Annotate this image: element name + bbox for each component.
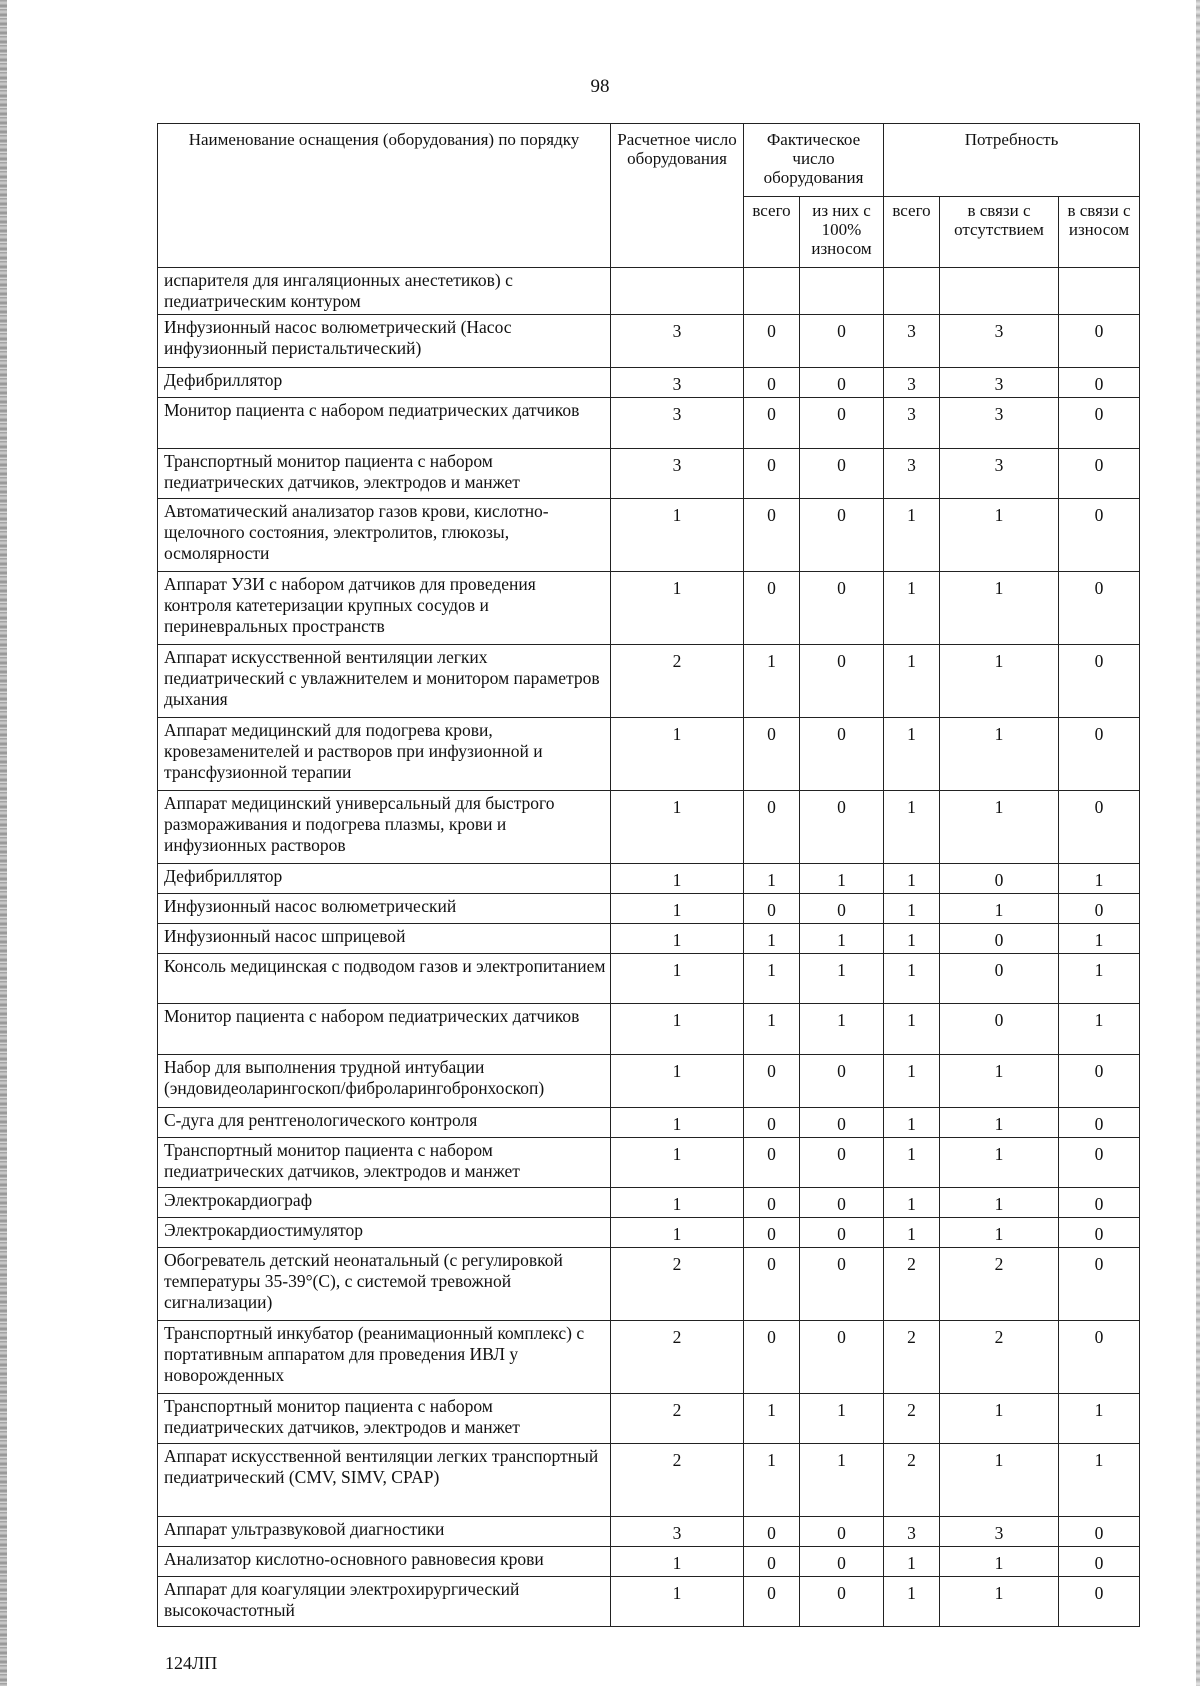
- cell-need-total: 3: [884, 449, 940, 499]
- cell-actual-worn: [800, 268, 884, 315]
- cell-need-wear: 0: [1059, 1248, 1140, 1321]
- table-row: [158, 572, 1140, 645]
- cell-actual-worn: 0: [800, 1321, 884, 1394]
- cell-need-absence: 1: [940, 1138, 1059, 1188]
- cell-need-total: 1: [884, 1547, 940, 1577]
- cell-need-total: 1: [884, 894, 940, 924]
- cell-actual-total: 1: [744, 1444, 800, 1517]
- table-row: [158, 1444, 1140, 1517]
- cell-name: Аппарат медицинский для подогрева крови, кровезаменителей и растворов при инфузионной и трансфузионной терапии: [158, 718, 611, 791]
- cell-actual-total: 0: [744, 1218, 800, 1248]
- table-row: [158, 1004, 1140, 1055]
- table-row: [158, 368, 1140, 398]
- table-row: [158, 268, 1140, 315]
- cell-need-absence: 0: [940, 954, 1059, 1004]
- cell-need-total: 1: [884, 1055, 940, 1108]
- cell-need-wear: 0: [1059, 449, 1140, 499]
- cell-need-total: 2: [884, 1248, 940, 1321]
- cell-name: Аппарат для коагуляции электрохирургический высокочастотный: [158, 1577, 611, 1627]
- cell-need-absence: 1: [940, 1055, 1059, 1108]
- cell-actual-worn: 0: [800, 1055, 884, 1108]
- cell-need-total: 2: [884, 1394, 940, 1444]
- cell-need-total: 1: [884, 645, 940, 718]
- cell-actual-worn: 0: [800, 1188, 884, 1218]
- cell-actual-worn: 0: [800, 1547, 884, 1577]
- cell-name: Обогреватель детский неонатальный (с регулировкой температуры 35-39°(С), с системой тревожной сигнализации): [158, 1248, 611, 1321]
- cell-calculated: 1: [611, 1188, 744, 1218]
- cell-actual-worn: 1: [800, 864, 884, 894]
- cell-need-absence: 1: [940, 791, 1059, 864]
- table-body: [158, 268, 1140, 1627]
- cell-actual-worn: 0: [800, 1108, 884, 1138]
- cell-calculated: 1: [611, 1218, 744, 1248]
- cell-calculated: 2: [611, 1248, 744, 1321]
- header-actual-worn: из них с 100% износом: [800, 197, 884, 268]
- cell-actual-worn: 0: [800, 398, 884, 449]
- cell-calculated: 1: [611, 954, 744, 1004]
- cell-name: Консоль медицинская с подводом газов и электропитанием: [158, 954, 611, 1004]
- cell-calculated: 1: [611, 864, 744, 894]
- cell-need-total: 1: [884, 924, 940, 954]
- cell-need-wear: [1059, 268, 1140, 315]
- cell-name: испарителя для ингаляционных анестетиков) с педиатрическим контуром: [158, 268, 611, 315]
- cell-need-wear: 0: [1059, 1517, 1140, 1547]
- header-name: Наименование оснащения (оборудования) по порядку: [158, 124, 611, 268]
- cell-name: С-дуга для рентгенологического контроля: [158, 1108, 611, 1138]
- cell-actual-total: 0: [744, 1517, 800, 1547]
- cell-need-total: 1: [884, 1138, 940, 1188]
- header-need: Потребность: [884, 124, 1140, 197]
- cell-actual-total: 0: [744, 718, 800, 791]
- cell-need-wear: 1: [1059, 1394, 1140, 1444]
- cell-need-total: 3: [884, 398, 940, 449]
- cell-name: Транспортный монитор пациента с набором педиатрических датчиков, электродов и манжет: [158, 1138, 611, 1188]
- cell-need-wear: 1: [1059, 1004, 1140, 1055]
- cell-name: Инфузионный насос шприцевой: [158, 924, 611, 954]
- cell-need-absence: 1: [940, 1108, 1059, 1138]
- cell-calculated: 1: [611, 1108, 744, 1138]
- cell-name: Аппарат искусственной вентиляции легких педиатрический с увлажнителем и монитором параметров дыхания: [158, 645, 611, 718]
- cell-need-wear: 0: [1059, 1547, 1140, 1577]
- cell-need-wear: 1: [1059, 1444, 1140, 1517]
- cell-actual-total: 0: [744, 572, 800, 645]
- cell-need-wear: 0: [1059, 1138, 1140, 1188]
- cell-need-absence: 1: [940, 1577, 1059, 1627]
- cell-actual-worn: 0: [800, 1577, 884, 1627]
- cell-actual-worn: 1: [800, 1394, 884, 1444]
- cell-actual-total: 0: [744, 449, 800, 499]
- cell-need-total: 1: [884, 1004, 940, 1055]
- cell-need-wear: 0: [1059, 1055, 1140, 1108]
- cell-name: Автоматический анализатор газов крови, кислотно-щелочного состояния, электролитов, глюкозы, осмолярности: [158, 499, 611, 572]
- cell-need-absence: 1: [940, 894, 1059, 924]
- table-header: [158, 124, 1140, 268]
- cell-need-absence: 1: [940, 1444, 1059, 1517]
- table-row: [158, 1248, 1140, 1321]
- cell-need-absence: 3: [940, 398, 1059, 449]
- scan-edge-left: [0, 0, 7, 1686]
- cell-need-total: 3: [884, 1517, 940, 1547]
- cell-actual-total: 1: [744, 645, 800, 718]
- cell-need-total: 1: [884, 718, 940, 791]
- cell-need-absence: 1: [940, 645, 1059, 718]
- table-row: [158, 718, 1140, 791]
- cell-name: Монитор пациента с набором педиатрических датчиков: [158, 1004, 611, 1055]
- cell-need-total: 1: [884, 1108, 940, 1138]
- cell-need-absence: 1: [940, 1547, 1059, 1577]
- cell-need-wear: 0: [1059, 1218, 1140, 1248]
- cell-calculated: 1: [611, 572, 744, 645]
- cell-name: Электрокардиограф: [158, 1188, 611, 1218]
- cell-calculated: 1: [611, 894, 744, 924]
- footer-code: 124ЛП: [165, 1653, 218, 1673]
- cell-calculated: 3: [611, 368, 744, 398]
- cell-actual-total: 0: [744, 1547, 800, 1577]
- cell-name: Аппарат ультразвуковой диагностики: [158, 1517, 611, 1547]
- cell-need-absence: 1: [940, 1394, 1059, 1444]
- table-row: [158, 791, 1140, 864]
- cell-calculated: 2: [611, 1321, 744, 1394]
- cell-need-total: 3: [884, 315, 940, 368]
- cell-actual-worn: 0: [800, 572, 884, 645]
- cell-actual-worn: 0: [800, 449, 884, 499]
- cell-need-absence: 1: [940, 718, 1059, 791]
- table-row: [158, 315, 1140, 368]
- cell-actual-total: 1: [744, 924, 800, 954]
- cell-need-total: 1: [884, 954, 940, 1004]
- cell-actual-total: 0: [744, 791, 800, 864]
- cell-actual-worn: 0: [800, 368, 884, 398]
- cell-need-total: 1: [884, 1188, 940, 1218]
- cell-calculated: 1: [611, 1004, 744, 1055]
- cell-need-wear: 0: [1059, 894, 1140, 924]
- cell-actual-total: 1: [744, 864, 800, 894]
- cell-need-absence: 3: [940, 315, 1059, 368]
- cell-name: Анализатор кислотно-основного равновесия крови: [158, 1547, 611, 1577]
- cell-calculated: 1: [611, 1547, 744, 1577]
- cell-calculated: 1: [611, 718, 744, 791]
- cell-actual-worn: 1: [800, 1004, 884, 1055]
- cell-actual-total: 0: [744, 368, 800, 398]
- cell-calculated: 3: [611, 315, 744, 368]
- cell-actual-total: 1: [744, 1004, 800, 1055]
- cell-calculated: 3: [611, 449, 744, 499]
- cell-actual-total: 0: [744, 398, 800, 449]
- cell-need-wear: 0: [1059, 1188, 1140, 1218]
- cell-name: Электрокардиостимулятор: [158, 1218, 611, 1248]
- cell-actual-worn: 0: [800, 894, 884, 924]
- cell-name: Транспортный монитор пациента с набором педиатрических датчиков, электродов и манжет: [158, 449, 611, 499]
- cell-need-total: 2: [884, 1321, 940, 1394]
- cell-need-total: 1: [884, 1577, 940, 1627]
- cell-need-total: 1: [884, 791, 940, 864]
- header-calculated: Расчетное число оборудования: [611, 124, 744, 268]
- cell-name: Монитор пациента с набором педиатрических датчиков: [158, 398, 611, 449]
- cell-need-wear: 0: [1059, 1577, 1140, 1627]
- table-row: [158, 1321, 1140, 1394]
- cell-need-wear: 1: [1059, 924, 1140, 954]
- table-row: [158, 1138, 1140, 1188]
- cell-need-total: 1: [884, 864, 940, 894]
- cell-need-absence: 1: [940, 1188, 1059, 1218]
- cell-actual-worn: 0: [800, 315, 884, 368]
- table-row: [158, 449, 1140, 499]
- cell-need-wear: 0: [1059, 315, 1140, 368]
- table-row: [158, 499, 1140, 572]
- cell-calculated: 3: [611, 398, 744, 449]
- cell-actual-total: 0: [744, 1577, 800, 1627]
- cell-actual-total: [744, 268, 800, 315]
- header-actual-total: всего: [744, 197, 800, 268]
- table-row: [158, 1188, 1140, 1218]
- header-need-total: всего: [884, 197, 940, 268]
- cell-calculated: 2: [611, 645, 744, 718]
- equipment-table: [157, 123, 1140, 1627]
- cell-calculated: 1: [611, 1138, 744, 1188]
- table-row: [158, 1517, 1140, 1547]
- cell-actual-total: 0: [744, 1188, 800, 1218]
- cell-need-wear: 1: [1059, 864, 1140, 894]
- table-row: [158, 1108, 1140, 1138]
- cell-need-wear: 0: [1059, 1321, 1140, 1394]
- cell-actual-worn: 0: [800, 791, 884, 864]
- cell-calculated: 2: [611, 1444, 744, 1517]
- table-row: [158, 1577, 1140, 1627]
- cell-calculated: 1: [611, 499, 744, 572]
- cell-need-absence: 3: [940, 1517, 1059, 1547]
- cell-actual-worn: 0: [800, 645, 884, 718]
- table-row: [158, 864, 1140, 894]
- cell-need-absence: 0: [940, 864, 1059, 894]
- cell-actual-worn: 0: [800, 1248, 884, 1321]
- cell-name: Набор для выполнения трудной интубации (эндовидеоларингоскоп/фиброларингобронхоскоп): [158, 1055, 611, 1108]
- cell-need-wear: 0: [1059, 499, 1140, 572]
- cell-need-absence: 3: [940, 449, 1059, 499]
- cell-calculated: 1: [611, 1577, 744, 1627]
- cell-need-total: 1: [884, 1218, 940, 1248]
- table-row: [158, 1218, 1140, 1248]
- cell-need-wear: 0: [1059, 1108, 1140, 1138]
- cell-need-total: 1: [884, 499, 940, 572]
- cell-actual-worn: 1: [800, 954, 884, 1004]
- cell-actual-total: 1: [744, 954, 800, 1004]
- cell-need-wear: 1: [1059, 954, 1140, 1004]
- cell-name: Дефибриллятор: [158, 864, 611, 894]
- cell-actual-worn: 1: [800, 1444, 884, 1517]
- header-need-absence: в связи с отсутствием: [940, 197, 1059, 268]
- table-row: [158, 924, 1140, 954]
- table-row: [158, 645, 1140, 718]
- cell-need-absence: [940, 268, 1059, 315]
- cell-name: Аппарат искусственной вентиляции легких транспортный педиатрический (CMV, SIMV, CPAP): [158, 1444, 611, 1517]
- table-row: [158, 954, 1140, 1004]
- table-row: [158, 398, 1140, 449]
- cell-need-wear: 0: [1059, 645, 1140, 718]
- cell-need-total: 1: [884, 572, 940, 645]
- cell-need-absence: 1: [940, 572, 1059, 645]
- cell-actual-total: 0: [744, 1321, 800, 1394]
- cell-actual-total: 0: [744, 499, 800, 572]
- cell-name: Инфузионный насос волюметрический (Насос инфузионный перистальтический): [158, 315, 611, 368]
- cell-actual-total: 1: [744, 1394, 800, 1444]
- cell-actual-total: 0: [744, 894, 800, 924]
- cell-need-absence: 0: [940, 924, 1059, 954]
- table-row: [158, 894, 1140, 924]
- cell-calculated: 3: [611, 1517, 744, 1547]
- cell-need-total: 2: [884, 1444, 940, 1517]
- cell-actual-worn: 0: [800, 1517, 884, 1547]
- cell-name: Аппарат УЗИ с набором датчиков для проведения контроля катетеризации крупных сосудов и периневральных пространств: [158, 572, 611, 645]
- scan-edge-right: [1196, 0, 1200, 1686]
- cell-name: Транспортный монитор пациента с набором педиатрических датчиков, электродов и манжет: [158, 1394, 611, 1444]
- cell-need-wear: 0: [1059, 718, 1140, 791]
- cell-actual-worn: 0: [800, 499, 884, 572]
- cell-need-absence: 3: [940, 368, 1059, 398]
- header-actual: Фактическое число оборудования: [744, 124, 884, 197]
- cell-need-absence: 1: [940, 499, 1059, 572]
- cell-name: Инфузионный насос волюметрический: [158, 894, 611, 924]
- cell-calculated: [611, 268, 744, 315]
- cell-actual-total: 0: [744, 315, 800, 368]
- cell-need-absence: 0: [940, 1004, 1059, 1055]
- cell-actual-total: 0: [744, 1055, 800, 1108]
- cell-calculated: 1: [611, 791, 744, 864]
- cell-need-total: 3: [884, 368, 940, 398]
- cell-need-total: [884, 268, 940, 315]
- cell-name: Дефибриллятор: [158, 368, 611, 398]
- cell-calculated: 1: [611, 1055, 744, 1108]
- header-need-wear: в связи с износом: [1059, 197, 1140, 268]
- cell-actual-worn: 0: [800, 718, 884, 791]
- table-row: [158, 1547, 1140, 1577]
- table-row: [158, 1055, 1140, 1108]
- cell-actual-worn: 1: [800, 924, 884, 954]
- cell-name: Транспортный инкубатор (реанимационный комплекс) с портативным аппаратом для проведения ИВЛ у новорожденных: [158, 1321, 611, 1394]
- cell-name: Аппарат медицинский универсальный для быстрого размораживания и подогрева плазмы, крови и инфузионных растворов: [158, 791, 611, 864]
- cell-calculated: 2: [611, 1394, 744, 1444]
- cell-actual-total: 0: [744, 1138, 800, 1188]
- cell-need-absence: 2: [940, 1248, 1059, 1321]
- cell-actual-total: 0: [744, 1248, 800, 1321]
- cell-need-wear: 0: [1059, 398, 1140, 449]
- page-number: 98: [590, 76, 610, 97]
- cell-need-wear: 0: [1059, 791, 1140, 864]
- cell-need-wear: 0: [1059, 368, 1140, 398]
- cell-actual-worn: 0: [800, 1218, 884, 1248]
- cell-calculated: 1: [611, 924, 744, 954]
- cell-need-wear: 0: [1059, 572, 1140, 645]
- table-row: [158, 1394, 1140, 1444]
- cell-need-absence: 2: [940, 1321, 1059, 1394]
- cell-need-absence: 1: [940, 1218, 1059, 1248]
- cell-actual-total: 0: [744, 1108, 800, 1138]
- cell-actual-worn: 0: [800, 1138, 884, 1188]
